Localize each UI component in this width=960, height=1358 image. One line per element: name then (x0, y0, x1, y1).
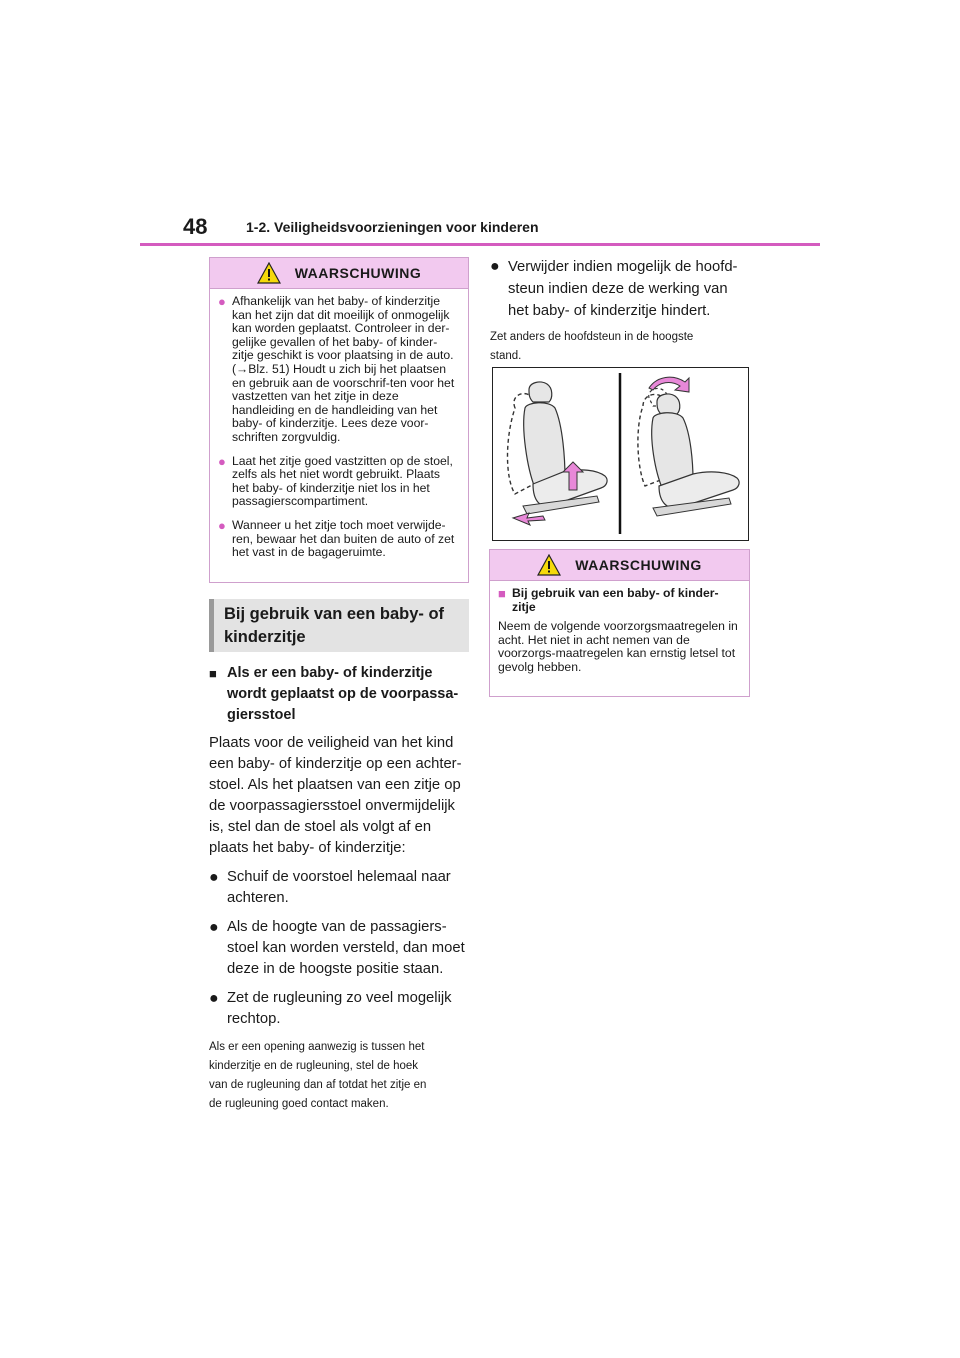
warning-title: WAARSCHUWING (294, 265, 422, 281)
warning-item-text: Afhankelijk van het baby- of kinderzitje kan het zijn dat dit moeilijk of onmogelijk kan worden geplaatst. Controleer in der-gelijke gevallen of het baby- of kinder-zitje geschikt is voor plaatsing in de auto. (→Blz. 51) Houdt u zich bij het plaatsen en gebruik aan de voorschrif-ten voor het vastzetten van het zitje in deze handleiding en de handleiding van het baby- of kinderzitje. Lees deze voor-schriften zorgvuldig. (232, 294, 455, 444)
bullet-item (490, 256, 752, 322)
bullet-icon: ● (218, 294, 226, 309)
subheading-line: wordt geplaatst op de voorpassa- (227, 686, 459, 702)
note-line: Als er een opening aanwezig is tussen het (209, 1041, 425, 1053)
bullet-line: Zet de rugleuning zo veel mogelijk (227, 990, 452, 1006)
warning-box (209, 257, 469, 583)
body-line: Plaats voor de veiligheid van het kind (209, 735, 454, 751)
bullet-line: stoel kan worden versteld, dan moet (227, 940, 465, 956)
body-line: de voorpassagiersstoel onvermijdelijk (209, 798, 455, 814)
section-heading-line: Bij gebruik van een baby- of (224, 605, 445, 623)
subheading (209, 663, 471, 726)
seat-right-icon (638, 377, 739, 516)
warning-item-text: Wanneer u het zitje toch moet verwijde-ren, bewaar het dan buiten de auto of zet het vast in de bagageruimte. (232, 517, 455, 560)
note-line: de rugleuning goed contact maken. (209, 1098, 389, 1110)
warning-text: Neem de volgende voorzorgsmaatregelen in acht. Het niet in acht nemen van de voorzorgs-maatregelen kan ernstig letsel tot gevolg hebben. (498, 619, 738, 674)
warning-header (210, 258, 468, 289)
bullet-line: het baby- of kinderzitje hindert. (508, 303, 711, 319)
bullet-icon: ● (209, 869, 219, 886)
warning-item (218, 295, 458, 445)
left-column (209, 663, 471, 1114)
section-heading (209, 599, 469, 652)
warning-title: WAARSCHUWING (575, 557, 702, 573)
note-paragraph (490, 328, 752, 366)
warning-item (218, 455, 458, 509)
running-head: 1-2. Veiligheidsvoorzieningen voor kinderen (246, 219, 539, 235)
page-number: 48 (183, 214, 208, 239)
note-paragraph (209, 1038, 471, 1114)
body-paragraph (209, 733, 471, 859)
body-line: is, stel dan de stoel als volgt af en (209, 819, 432, 835)
bullet-icon: ● (490, 258, 500, 275)
bullet-item (209, 867, 471, 909)
bullet-line: achteren. (227, 890, 289, 906)
body-line: een baby- of kinderzitje op een achter- (209, 756, 462, 772)
bullet-item (209, 988, 471, 1030)
bullet-line: Verwijder indien mogelijk de hoofd- (508, 259, 738, 275)
note-line: van de rugleuning dan af totdat het zitje en (209, 1079, 427, 1091)
warning-subheading-text: Bij gebruik van een baby- of kinder-zitje (512, 586, 719, 614)
warning-box (489, 549, 750, 697)
bullet-line: steun indien deze de werking van (508, 281, 728, 297)
note-line: stand. (490, 350, 522, 362)
warning-item-text: Laat het zitje goed vastzitten op de stoel, zelfs als het niet wordt gebruikt. Plaats het baby- of kinderzitje niet los in het passagierscompartiment. (232, 453, 453, 509)
header-rule (140, 243, 820, 246)
seat-left-icon (508, 382, 608, 525)
note-line: kinderzitje en de rugleuning, stel de hoek (209, 1060, 419, 1072)
bullet-icon: ● (209, 990, 219, 1007)
subheading-line: giersstoel (227, 707, 296, 723)
body-line: stoel. Als het plaatsen van een zitje op (209, 777, 461, 793)
bullet-line: Schuif de voorstoel helemaal naar (227, 869, 451, 885)
body-line: plaats het baby- of kinderzitje: (209, 840, 406, 856)
square-bullet-icon: ■ (209, 666, 217, 681)
warning-header (490, 550, 749, 581)
warning-triangle-icon (537, 554, 561, 576)
square-bullet-icon: ■ (498, 586, 506, 601)
seat-adjustment-illustration (492, 367, 749, 541)
warning-triangle-icon (257, 262, 281, 284)
warning-item (218, 519, 458, 560)
bullet-icon: ● (209, 919, 219, 936)
bullet-line: Als de hoogte van de passagiers- (227, 919, 447, 935)
bullet-line: deze in de hoogste positie staan. (227, 961, 444, 977)
right-column (490, 256, 752, 366)
note-line: Zet anders de hoofdsteun in de hoogste (490, 331, 694, 343)
subheading-line: Als er een baby- of kinderzitje (227, 665, 433, 681)
bullet-icon: ● (218, 453, 226, 469)
seat-illustration-svg (493, 368, 748, 540)
bullet-icon: ● (218, 517, 226, 533)
bullet-item (209, 917, 471, 980)
bullet-line: rechtop. (227, 1011, 281, 1027)
warning-subheading (498, 587, 739, 614)
section-heading-line: kinderzitje (224, 628, 306, 646)
